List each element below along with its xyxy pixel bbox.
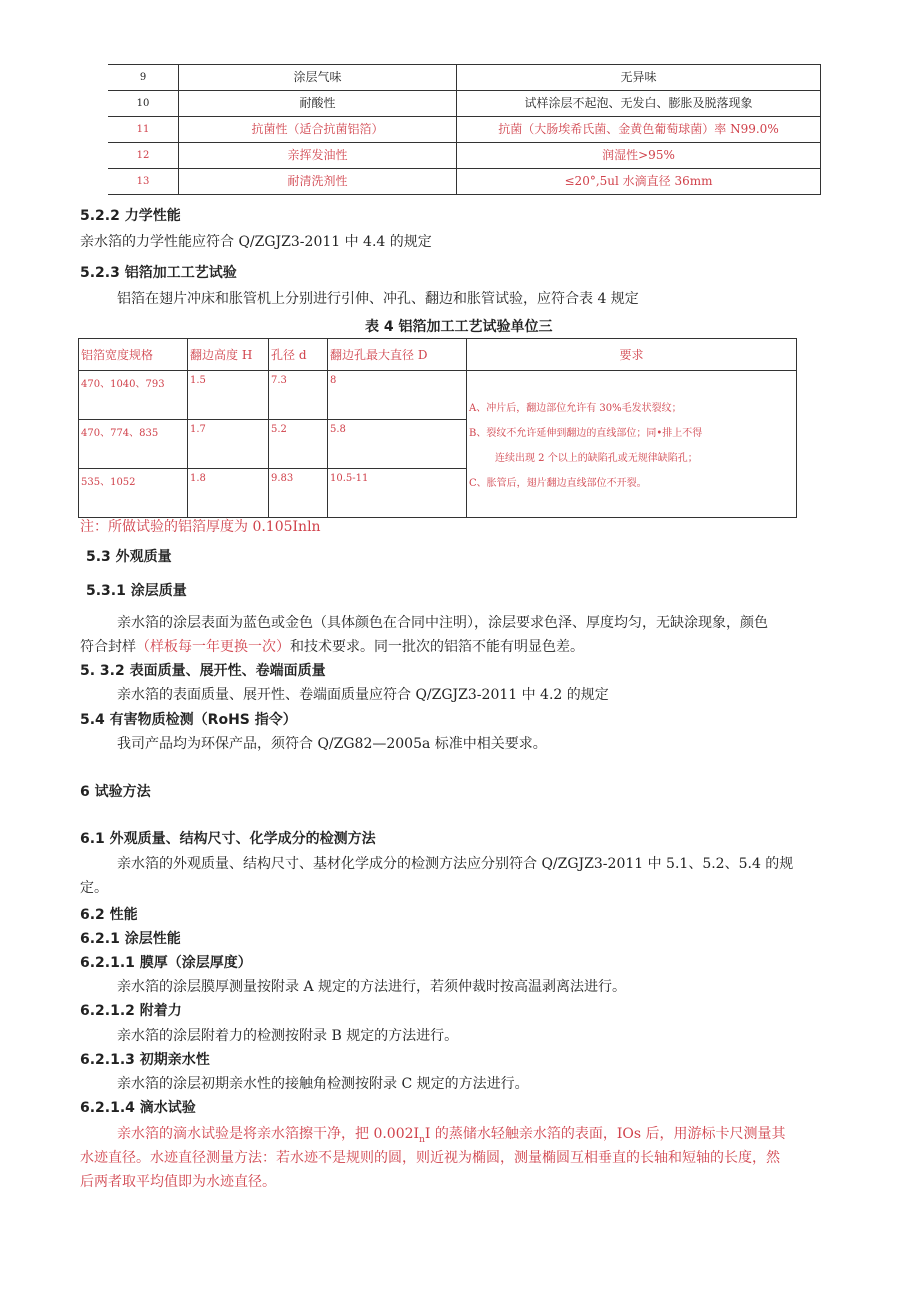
table-row <box>108 91 821 117</box>
section-6-2-heading: 6.2 性能 <box>80 907 138 923</box>
text-span: 符合封样 <box>80 639 136 655</box>
table-cell: 470、1040、793 <box>79 371 188 420</box>
section-5-2-3-heading: 5.2.3 铝箔加工工艺试验 <box>80 265 237 281</box>
sample-note: （样板每一年更换一次） <box>136 639 290 655</box>
header-width: 铝箔宽度规格 <box>79 339 188 371</box>
section-5-4-heading: 5.4 有害物质检测（RoHS 指令） <box>80 712 297 728</box>
requirement-a: A、冲片后，翻边部位允许有 30%毛发状裂纹； <box>469 403 682 414</box>
table-4-title: 表 4 铝箔加工工艺试验单位三 <box>365 319 553 335</box>
section-5-3-2-heading: 5. 3.2 表面质量、展开性、卷端面质量 <box>80 663 326 679</box>
section-5-3-1-line1: 亲水箔的涂层表面为蓝色或金色（具体颜色在合同中注明），涂层要求色泽、厚度均匀，无缺涂现象，颜色 <box>117 615 768 631</box>
property-requirement: 润湿性>95% <box>457 143 821 169</box>
row-number: 13 <box>108 169 179 195</box>
processing-test-table <box>78 338 797 518</box>
section-5-3-1-heading: 5.3.1 涂层质量 <box>86 583 187 599</box>
table-cell: 5.2 <box>269 420 328 469</box>
header-max-diameter: 翻边孔最大直径 D <box>328 339 467 371</box>
header-hole-diameter: 孔径 d <box>269 339 328 371</box>
table-row <box>108 143 821 169</box>
table-cell: 470、774、835 <box>79 420 188 469</box>
section-5-3-2-text: 亲水箔的表面质量、展开性、卷端面质量应符合 Q/ZGJZ3-2011 中 4.2 的规定 <box>117 687 609 703</box>
section-6-heading: 6 试验方法 <box>80 784 151 800</box>
property-requirement: 抗菌（大肠埃希氏菌、金黄色葡萄球菌）率 N99.0% <box>457 117 821 143</box>
header-requirements: 要求 <box>467 339 797 371</box>
text-span: 和技术要求。同一批次的铝箔不能有明显色差。 <box>290 639 584 655</box>
section-5-4-text: 我司产品均为环保产品，须符合 Q/ZG82—2005a 标准中相关要求。 <box>117 736 547 752</box>
section-6-2-1-3-heading: 6.2.1.3 初期亲水性 <box>80 1052 210 1068</box>
header-flange-height: 翻边高度 H <box>188 339 269 371</box>
section-6-2-1-2-heading: 6.2.1.2 附着力 <box>80 1003 182 1019</box>
text-span: 亲水箔的滴水试验是将亲水箔擦干净，把 0.002I <box>117 1126 420 1142</box>
section-6-2-1-4-heading: 6.2.1.4 滴水试验 <box>80 1100 196 1116</box>
property-name: 涂层气味 <box>179 65 457 91</box>
row-number: 10 <box>108 91 179 117</box>
property-requirement: 无异味 <box>457 65 821 91</box>
section-5-3-1-line2 <box>80 636 584 656</box>
table-cell: 535、1052 <box>79 469 188 518</box>
requirement-c: C、胀管后，翅片翻边直线部位不开裂。 <box>469 478 647 489</box>
property-name: 抗菌性（适合抗菌铝箔） <box>179 117 457 143</box>
property-name: 耐清洗剂性 <box>179 169 457 195</box>
row-number: 12 <box>108 143 179 169</box>
section-5-2-2-text: 亲水箔的力学性能应符合 Q/ZGJZ3-2011 中 4.4 的规定 <box>80 234 432 250</box>
section-6-1-line2: 定。 <box>80 880 108 896</box>
section-6-2-1-1-text: 亲水箔的涂层膜厚测量按附录 A 规定的方法进行，若须仲裁时按高温剥离法进行。 <box>117 979 627 995</box>
table-row <box>108 65 821 91</box>
section-6-2-1-heading: 6.2.1 涂层性能 <box>80 931 181 947</box>
table-cell: 5.8 <box>328 420 467 469</box>
section-6-2-1-4-line3: 后两者取平均值即为水迹直径。 <box>80 1174 276 1190</box>
section-6-1-line1: 亲水箔的外观质量、结构尺寸、基材化学成分的检测方法应分别符合 Q/ZGJZ3-2011 中 5.1、5.2、5.4 的规 <box>117 856 794 872</box>
property-name: 亲挥发油性 <box>179 143 457 169</box>
table-row <box>108 169 821 195</box>
requirements-cell <box>467 371 797 518</box>
section-6-2-1-1-heading: 6.2.1.1 膜厚（涂层厚度） <box>80 955 252 971</box>
table-cell: 8 <box>328 371 467 420</box>
section-5-2-2-heading: 5.2.2 力学性能 <box>80 208 181 224</box>
section-6-2-1-4-line1 <box>117 1123 785 1145</box>
subscript: n <box>419 1134 425 1145</box>
table-4-note: 注：所做试验的铝箔厚度为 0.105Inln <box>80 519 321 535</box>
row-number: 9 <box>108 65 179 91</box>
row-number: 11 <box>108 117 179 143</box>
properties-table <box>108 64 821 195</box>
section-6-1-heading: 6.1 外观质量、结构尺寸、化学成分的检测方法 <box>80 831 376 847</box>
table-cell: 9.83 <box>269 469 328 518</box>
table-cell: 7.3 <box>269 371 328 420</box>
requirement-b-cont: 连续出现 2 个以上的缺陷孔或无规律缺陷孔； <box>495 453 698 464</box>
requirement-b: B、裂纹不允许延伸到翻边的直线部位；同•排上不得 <box>469 428 703 439</box>
section-6-2-1-4-line2: 水迹直径。水迹直径测量方法：若水迹不是规则的圆，则近视为椭圆，测量椭圆互相垂直的长轴和短轴的长度，然 <box>80 1150 780 1166</box>
table-row <box>108 117 821 143</box>
table-cell: 1.8 <box>188 469 269 518</box>
table-cell: 1.7 <box>188 420 269 469</box>
property-name: 耐酸性 <box>179 91 457 117</box>
property-requirement: 试样涂层不起泡、无发白、膨胀及脱落现象 <box>457 91 821 117</box>
section-5-3-heading: 5.3 外观质量 <box>86 549 172 565</box>
section-5-2-3-text: 铝箔在翅片冲床和胀管机上分别进行引伸、冲孔、翻边和胀管试验，应符合表 4 规定 <box>117 291 639 307</box>
section-6-2-1-2-text: 亲水箔的涂层附着力的检测按附录 B 规定的方法进行。 <box>117 1028 459 1044</box>
text-span: I 的蒸储水轻触亲水箔的表面，IOs 后，用游标卡尺测量其 <box>424 1126 786 1142</box>
property-requirement: ≤20°,5ul 水滴直径 36mm <box>457 169 821 195</box>
section-6-2-1-3-text: 亲水箔的涂层初期亲水性的接触角检测按附录 C 规定的方法进行。 <box>117 1076 529 1092</box>
table-cell: 1.5 <box>188 371 269 420</box>
table-cell: 10.5-11 <box>328 469 467 518</box>
